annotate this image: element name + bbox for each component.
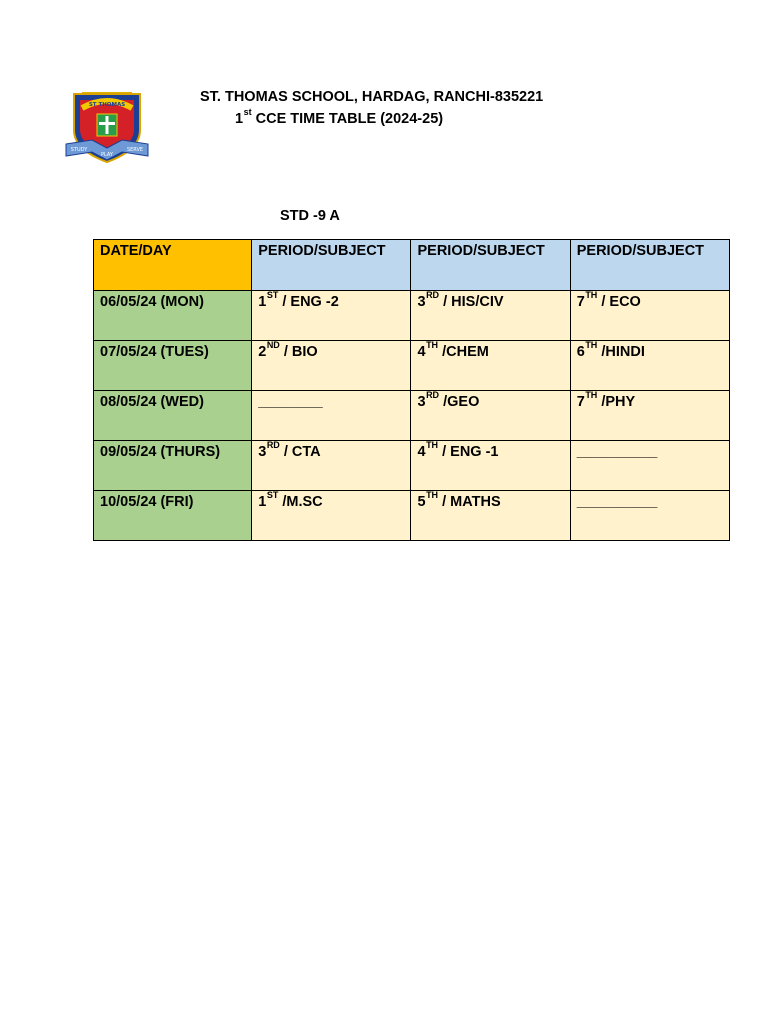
subject-cell: 1ST / ENG -2 bbox=[252, 291, 411, 341]
subject-cell: 6TH /HINDI bbox=[570, 341, 729, 391]
header-period-subject: PERIOD/SUBJECT bbox=[570, 240, 729, 291]
subject-cell: 3RD / HIS/CIV bbox=[411, 291, 570, 341]
date-cell: 08/05/24 (WED) bbox=[94, 391, 252, 441]
class-label: STD -9 A bbox=[280, 208, 340, 224]
date-cell: 06/05/24 (MON) bbox=[94, 291, 252, 341]
subject-cell: 1ST /M.SC bbox=[252, 491, 411, 541]
school-name: ST. THOMAS SCHOOL, HARDAG, RANCHI-835221 bbox=[200, 89, 544, 105]
subject-cell: __________ bbox=[570, 441, 729, 491]
school-crest-logo bbox=[64, 84, 150, 168]
table-row bbox=[94, 491, 730, 541]
subject-cell: 3RD /GEO bbox=[411, 391, 570, 441]
svg-text:ST THOMAS: ST THOMAS bbox=[88, 102, 126, 108]
subject-cell: 3RD / CTA bbox=[252, 441, 411, 491]
table-row bbox=[94, 391, 730, 441]
subject-cell: 7TH /PHY bbox=[570, 391, 729, 441]
timetable-title: 1st CCE TIME TABLE (2024-25) bbox=[235, 107, 444, 127]
header-period-subject: PERIOD/SUBJECT bbox=[252, 240, 411, 291]
subject-cell: 2ND / BIO bbox=[252, 341, 411, 391]
date-cell: 07/05/24 (TUES) bbox=[94, 341, 252, 391]
svg-text:PLAY: PLAY bbox=[100, 152, 114, 158]
svg-text:SERVE: SERVE bbox=[126, 147, 144, 153]
subject-cell: __________ bbox=[570, 491, 729, 541]
table-row bbox=[94, 291, 730, 341]
subject-cell: 5TH / MATHS bbox=[411, 491, 570, 541]
table-row bbox=[94, 441, 730, 491]
header-date-day: DATE/DAY bbox=[94, 240, 252, 291]
subject-cell: ________ bbox=[252, 391, 411, 441]
subject-cell: 4TH /CHEM bbox=[411, 341, 570, 391]
subject-cell: 7TH / ECO bbox=[570, 291, 729, 341]
table-header-row bbox=[94, 240, 730, 291]
svg-text:STUDY: STUDY bbox=[70, 147, 88, 153]
header-period-subject: PERIOD/SUBJECT bbox=[411, 240, 570, 291]
table-row bbox=[94, 341, 730, 391]
timetable bbox=[93, 239, 730, 541]
date-cell: 09/05/24 (THURS) bbox=[94, 441, 252, 491]
subject-cell: 4TH / ENG -1 bbox=[411, 441, 570, 491]
date-cell: 10/05/24 (FRI) bbox=[94, 491, 252, 541]
